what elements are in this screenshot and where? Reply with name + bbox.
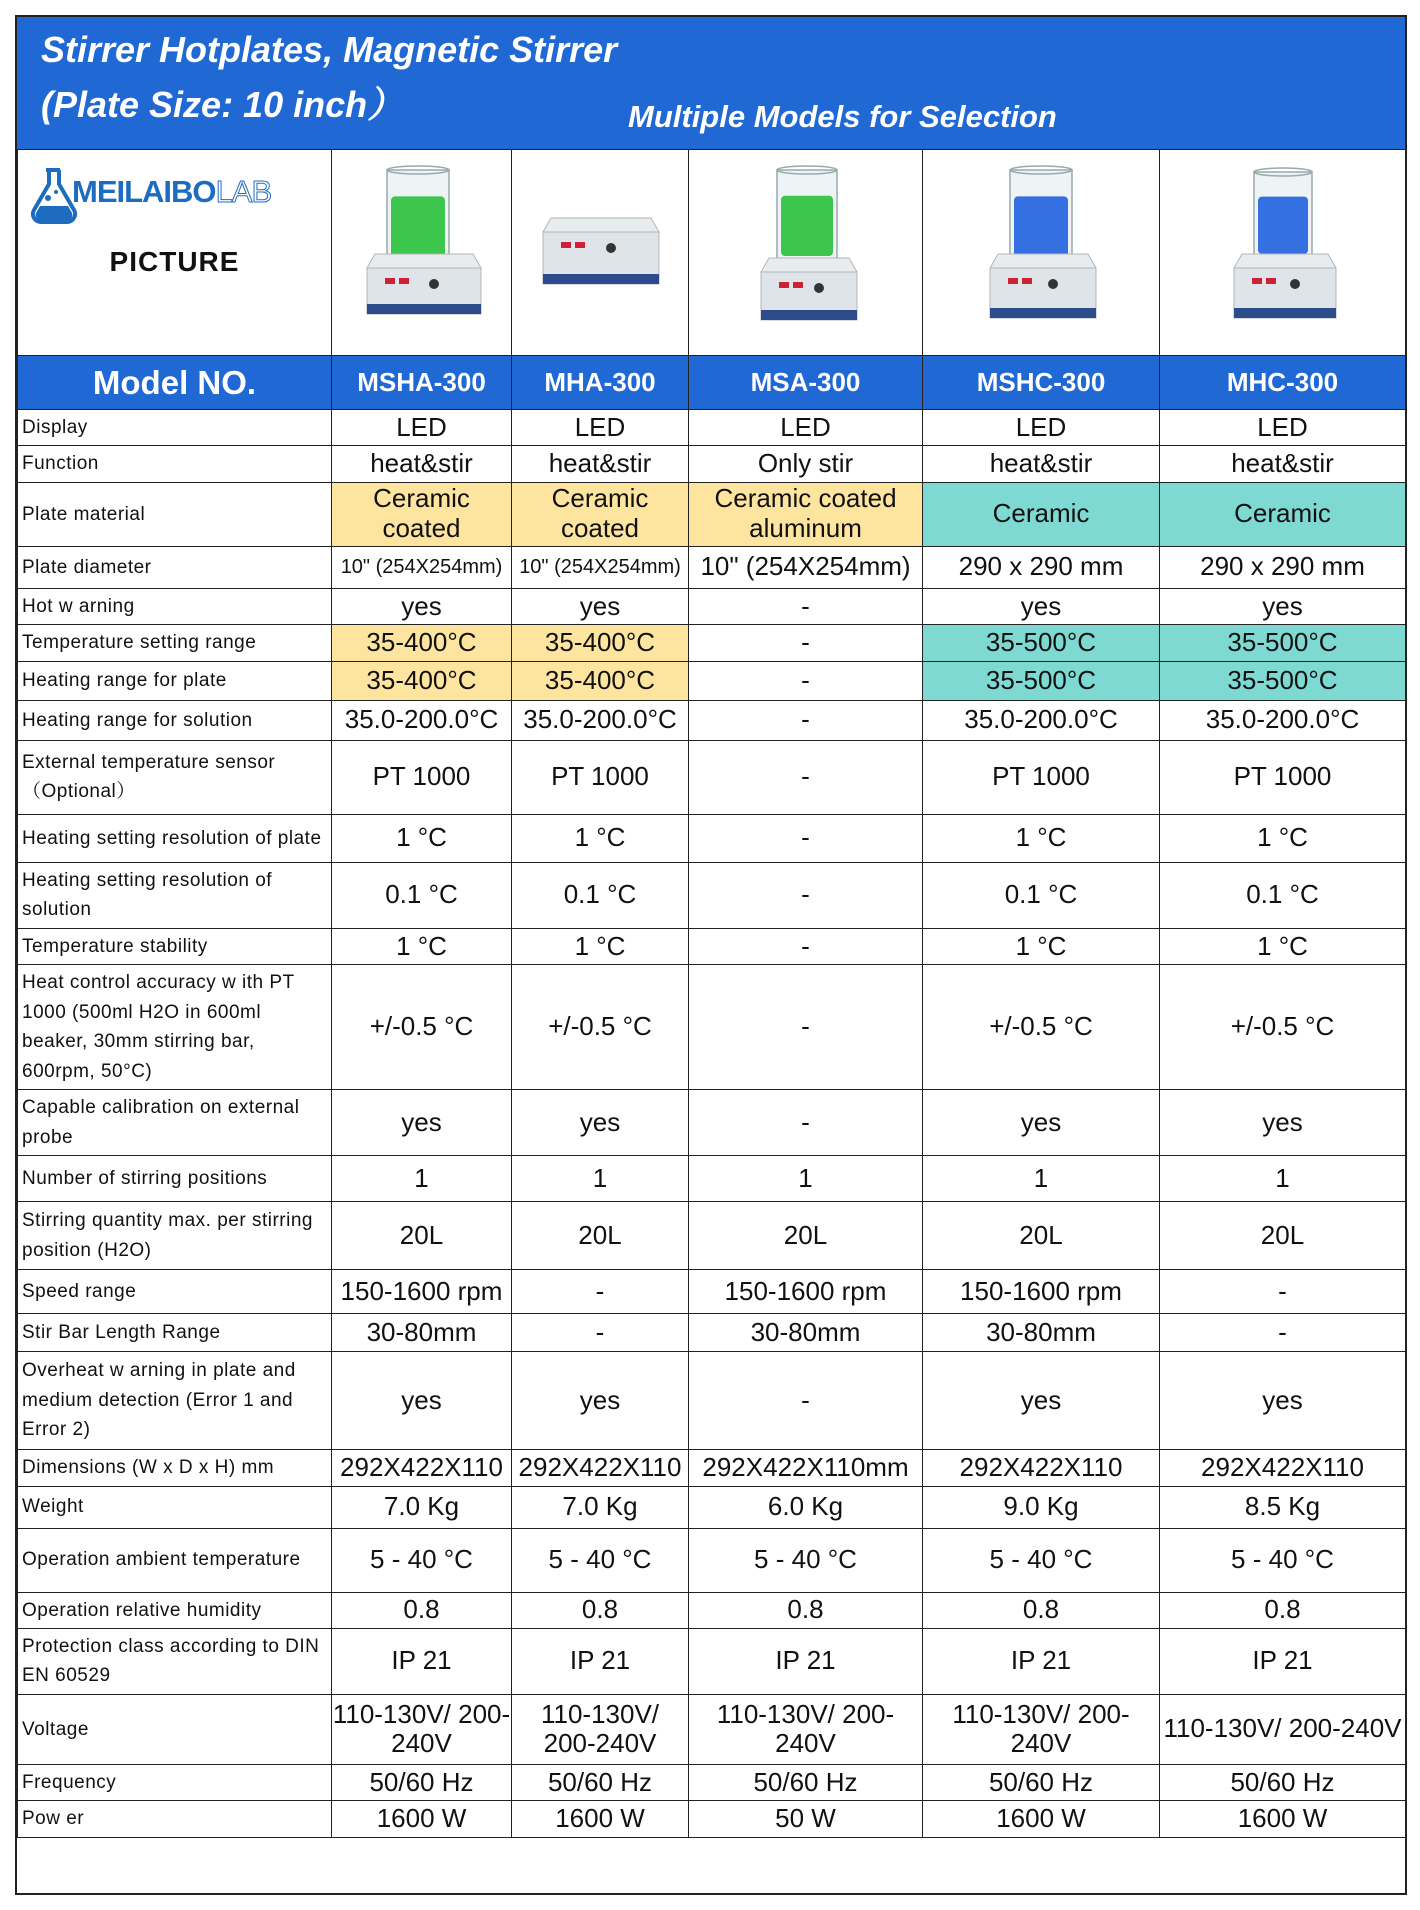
spec-label: Hot w arning <box>18 588 332 624</box>
spec-row <box>18 928 1406 964</box>
spec-value: - <box>689 814 923 862</box>
spec-value: 50 W <box>689 1801 923 1837</box>
spec-value: 10" (254X254mm) <box>512 546 689 588</box>
spec-row <box>18 446 1406 482</box>
spec-label: Speed range <box>18 1270 332 1314</box>
spec-value: - <box>689 965 923 1090</box>
spec-row <box>18 1270 1406 1314</box>
spec-sheet <box>15 15 1407 1895</box>
spec-value: - <box>512 1270 689 1314</box>
spec-label: Weight <box>18 1486 332 1528</box>
spec-value: 0.8 <box>923 1592 1160 1628</box>
spec-row <box>18 625 1406 661</box>
hotplate-icon <box>1208 158 1358 348</box>
spec-value: 1 °C <box>1160 814 1406 862</box>
spec-value: 10" (254X254mm) <box>332 546 512 588</box>
spec-value: Ceramic coated <box>332 482 512 546</box>
spec-value: Ceramic coated aluminum <box>689 482 923 546</box>
spec-value: yes <box>332 1352 512 1450</box>
spec-row <box>18 740 1406 814</box>
spec-value: yes <box>512 588 689 624</box>
spec-value: 35-500°C <box>1160 661 1406 700</box>
spec-row <box>18 1202 1406 1270</box>
spec-label: Capable calibration on external probe <box>18 1090 332 1156</box>
spec-label: Heating setting resolution of solution <box>18 862 332 928</box>
spec-label: Function <box>18 446 332 482</box>
spec-label: Stirring quantity max. per stirring position (H2O) <box>18 1202 332 1270</box>
spec-value: 1600 W <box>512 1801 689 1837</box>
spec-value: LED <box>689 410 923 446</box>
spec-label: Heating range for solution <box>18 700 332 740</box>
spec-label: Plate material <box>18 482 332 546</box>
spec-value: 0.1 °C <box>1160 862 1406 928</box>
spec-value: +/-0.5 °C <box>1160 965 1406 1090</box>
spec-value: IP 21 <box>923 1628 1160 1694</box>
model-name: MSHC-300 <box>923 356 1160 410</box>
spec-value: +/-0.5 °C <box>512 965 689 1090</box>
spec-label: External temperature sensor （Optional） <box>18 740 332 814</box>
spec-value: 150-1600 rpm <box>923 1270 1160 1314</box>
spec-value: Ceramic <box>1160 482 1406 546</box>
spec-row <box>18 482 1406 546</box>
spec-value: PT 1000 <box>923 740 1160 814</box>
product-image-mha-300 <box>512 150 689 356</box>
spec-value: - <box>689 928 923 964</box>
spec-value: 7.0 Kg <box>512 1486 689 1528</box>
spec-value: 1 °C <box>512 928 689 964</box>
product-image-msa-300 <box>689 150 923 356</box>
spec-row <box>18 1694 1406 1764</box>
spec-value: 1 °C <box>1160 928 1406 964</box>
spec-row <box>18 1764 1406 1800</box>
spec-value: 290 x 290 mm <box>1160 546 1406 588</box>
spec-value: 9.0 Kg <box>923 1486 1160 1528</box>
spec-value: - <box>1160 1270 1406 1314</box>
spec-row <box>18 1352 1406 1450</box>
hotplate-icon <box>731 158 881 348</box>
spec-label: Display <box>18 410 332 446</box>
spec-value: - <box>689 1352 923 1450</box>
spec-value: 50/60 Hz <box>1160 1764 1406 1800</box>
spec-value: yes <box>332 1090 512 1156</box>
spec-value: heat&stir <box>1160 446 1406 482</box>
spec-row <box>18 588 1406 624</box>
spec-value: 35-400°C <box>512 661 689 700</box>
spec-label: Operation ambient temperature <box>18 1528 332 1592</box>
picture-label: PICTURE <box>109 246 240 277</box>
subtitle: Multiple Models for Selection <box>628 99 1057 134</box>
spec-label: Stir Bar Length Range <box>18 1314 332 1352</box>
spec-value: 292X422X110 <box>512 1450 689 1486</box>
spec-label: Temperature setting range <box>18 625 332 661</box>
spec-value: 1 °C <box>923 928 1160 964</box>
spec-value: IP 21 <box>689 1628 923 1694</box>
spec-label: Heating range for plate <box>18 661 332 700</box>
spec-row <box>18 965 1406 1090</box>
spec-value: 1 <box>332 1156 512 1202</box>
spec-value: 1 <box>512 1156 689 1202</box>
spec-label: Number of stirring positions <box>18 1156 332 1202</box>
spec-row <box>18 1314 1406 1352</box>
title-line-1: Stirrer Hotplates, Magnetic Stirrer <box>41 29 618 70</box>
spec-value: 0.8 <box>332 1592 512 1628</box>
spec-value: 292X422X110 <box>332 1450 512 1486</box>
spec-value: IP 21 <box>512 1628 689 1694</box>
spec-value: 20L <box>512 1202 689 1270</box>
spec-value: yes <box>1160 1090 1406 1156</box>
spec-value: yes <box>512 1090 689 1156</box>
spec-row <box>18 1090 1406 1156</box>
spec-value: 5 - 40 °C <box>923 1528 1160 1592</box>
spec-row <box>18 661 1406 700</box>
spec-value: 5 - 40 °C <box>512 1528 689 1592</box>
spec-row <box>18 546 1406 588</box>
spec-value: 1600 W <box>923 1801 1160 1837</box>
spec-row <box>18 1528 1406 1592</box>
spec-value: heat&stir <box>512 446 689 482</box>
spec-value: 150-1600 rpm <box>332 1270 512 1314</box>
spec-value: 5 - 40 °C <box>332 1528 512 1592</box>
spec-value: 6.0 Kg <box>689 1486 923 1528</box>
spec-row <box>18 1486 1406 1528</box>
spec-value: - <box>1160 1314 1406 1352</box>
spec-value: heat&stir <box>923 446 1160 482</box>
spec-value: 20L <box>332 1202 512 1270</box>
spec-value: 35-400°C <box>332 661 512 700</box>
spec-value: 292X422X110 <box>1160 1450 1406 1486</box>
spec-value: 35.0-200.0°C <box>1160 700 1406 740</box>
model-name: MHC-300 <box>1160 356 1406 410</box>
spec-value: yes <box>923 1090 1160 1156</box>
spec-value: 50/60 Hz <box>689 1764 923 1800</box>
spec-label: Pow er <box>18 1801 332 1837</box>
spec-label: Protection class according to DIN EN 60529 <box>18 1628 332 1694</box>
spec-value: 35.0-200.0°C <box>923 700 1160 740</box>
title-banner <box>17 17 1405 149</box>
spec-value: - <box>689 862 923 928</box>
spec-row <box>18 1801 1406 1837</box>
spec-label: Heating setting resolution of plate <box>18 814 332 862</box>
spec-value: 0.8 <box>512 1592 689 1628</box>
spec-value: - <box>512 1314 689 1352</box>
spec-value: LED <box>923 410 1160 446</box>
spec-row <box>18 700 1406 740</box>
spec-value: 20L <box>923 1202 1160 1270</box>
spec-value: 35.0-200.0°C <box>332 700 512 740</box>
spec-value: - <box>689 588 923 624</box>
spec-value: +/-0.5 °C <box>923 965 1160 1090</box>
spec-value: 1 °C <box>332 814 512 862</box>
spec-value: 1 °C <box>923 814 1160 862</box>
spec-value: heat&stir <box>332 446 512 482</box>
title-line-2: (Plate Size: 10 inch） <box>41 84 404 125</box>
spec-value: 20L <box>1160 1202 1406 1270</box>
spec-label: Overheat w arning in plate and medium detection (Error 1 and Error 2) <box>18 1352 332 1450</box>
spec-value: 30-80mm <box>923 1314 1160 1352</box>
spec-value: 35-400°C <box>332 625 512 661</box>
spec-row <box>18 1450 1406 1486</box>
spec-label: Temperature stability <box>18 928 332 964</box>
spec-value: Ceramic coated <box>512 482 689 546</box>
spec-value: 5 - 40 °C <box>689 1528 923 1592</box>
spec-value: LED <box>332 410 512 446</box>
spec-value: 0.8 <box>689 1592 923 1628</box>
spec-value: - <box>689 700 923 740</box>
spec-label: Plate diameter <box>18 546 332 588</box>
spec-value: 1 <box>923 1156 1160 1202</box>
spec-value: 292X422X110 <box>923 1450 1160 1486</box>
spec-value: 35-400°C <box>512 625 689 661</box>
spec-label: Dimensions (W x D x H) mm <box>18 1450 332 1486</box>
spec-row <box>18 1592 1406 1628</box>
spec-value: 290 x 290 mm <box>923 546 1160 588</box>
spec-row <box>18 1156 1406 1202</box>
spec-value: LED <box>1160 410 1406 446</box>
spec-value: yes <box>1160 588 1406 624</box>
brand-cell <box>18 150 332 356</box>
brand-logo-text: MEILAIBOLAB <box>72 174 272 209</box>
spec-value: 8.5 Kg <box>1160 1486 1406 1528</box>
spec-value: 110-130V/ 200-240V <box>512 1694 689 1764</box>
spec-value: IP 21 <box>1160 1628 1406 1694</box>
spec-value: - <box>689 625 923 661</box>
spec-value: yes <box>923 1352 1160 1450</box>
spec-label: Heat control accuracy w ith PT 1000 (500ml H2O in 600ml beaker, 30mm stirring bar, 600rpm, 50°C) <box>18 965 332 1090</box>
spec-row <box>18 1628 1406 1694</box>
spec-label: Voltage <box>18 1694 332 1764</box>
spec-value: 110-130V/ 200-240V <box>689 1694 923 1764</box>
spec-row <box>18 862 1406 928</box>
spec-value: Only stir <box>689 446 923 482</box>
spec-value: yes <box>512 1352 689 1450</box>
spec-value: 30-80mm <box>689 1314 923 1352</box>
spec-value: 0.8 <box>1160 1592 1406 1628</box>
spec-value: 1600 W <box>332 1801 512 1837</box>
spec-value: +/-0.5 °C <box>332 965 512 1090</box>
product-image-mhc-300 <box>1160 150 1406 356</box>
spec-value: 292X422X110mm <box>689 1450 923 1486</box>
spec-value: PT 1000 <box>1160 740 1406 814</box>
spec-value: PT 1000 <box>512 740 689 814</box>
picture-row <box>18 150 1406 356</box>
spec-value: 10" (254X254mm) <box>689 546 923 588</box>
model-header-row <box>18 356 1406 410</box>
spec-value: IP 21 <box>332 1628 512 1694</box>
product-image-msha-300 <box>332 150 512 356</box>
model-name: MHA-300 <box>512 356 689 410</box>
model-name: MSA-300 <box>689 356 923 410</box>
spec-value: - <box>689 740 923 814</box>
spec-value: 50/60 Hz <box>512 1764 689 1800</box>
spec-value: 1 <box>1160 1156 1406 1202</box>
spec-value: yes <box>1160 1352 1406 1450</box>
spec-value: 0.1 °C <box>512 862 689 928</box>
spec-value: 7.0 Kg <box>332 1486 512 1528</box>
spec-value: 110-130V/ 200-240V <box>923 1694 1160 1764</box>
spec-value: 35-500°C <box>923 661 1160 700</box>
spec-value: LED <box>512 410 689 446</box>
spec-value: - <box>689 1090 923 1156</box>
product-image-mshc-300 <box>923 150 1160 356</box>
spec-row <box>18 814 1406 862</box>
spec-value: 35-500°C <box>923 625 1160 661</box>
spec-value: 20L <box>689 1202 923 1270</box>
spec-value: 35-500°C <box>1160 625 1406 661</box>
spec-value: 0.1 °C <box>332 862 512 928</box>
spec-value: 35.0-200.0°C <box>512 700 689 740</box>
hotplate-icon <box>347 158 497 348</box>
spec-value: yes <box>332 588 512 624</box>
spec-value: 1 °C <box>332 928 512 964</box>
spec-value: Ceramic <box>923 482 1160 546</box>
spec-label: Operation relative humidity <box>18 1592 332 1628</box>
spec-value: 1 <box>689 1156 923 1202</box>
model-name: MSHA-300 <box>332 356 512 410</box>
hotplate-icon <box>966 158 1116 348</box>
spec-row <box>18 410 1406 446</box>
hotplate-icon <box>525 158 675 348</box>
model-header-label: Model NO. <box>18 356 332 410</box>
spec-value: 150-1600 rpm <box>689 1270 923 1314</box>
spec-value: 50/60 Hz <box>332 1764 512 1800</box>
spec-value: 110-130V/ 200-240V <box>1160 1694 1406 1764</box>
spec-value: 50/60 Hz <box>923 1764 1160 1800</box>
spec-value: 1 °C <box>512 814 689 862</box>
spec-value: yes <box>923 588 1160 624</box>
spec-label: Frequency <box>18 1764 332 1800</box>
spec-value: 30-80mm <box>332 1314 512 1352</box>
spec-value: - <box>689 661 923 700</box>
spec-value: PT 1000 <box>332 740 512 814</box>
spec-value: 0.1 °C <box>923 862 1160 928</box>
spec-value: 5 - 40 °C <box>1160 1528 1406 1592</box>
spec-table <box>17 149 1406 1838</box>
spec-value: 1600 W <box>1160 1801 1406 1837</box>
spec-value: 110-130V/ 200-240V <box>332 1694 512 1764</box>
